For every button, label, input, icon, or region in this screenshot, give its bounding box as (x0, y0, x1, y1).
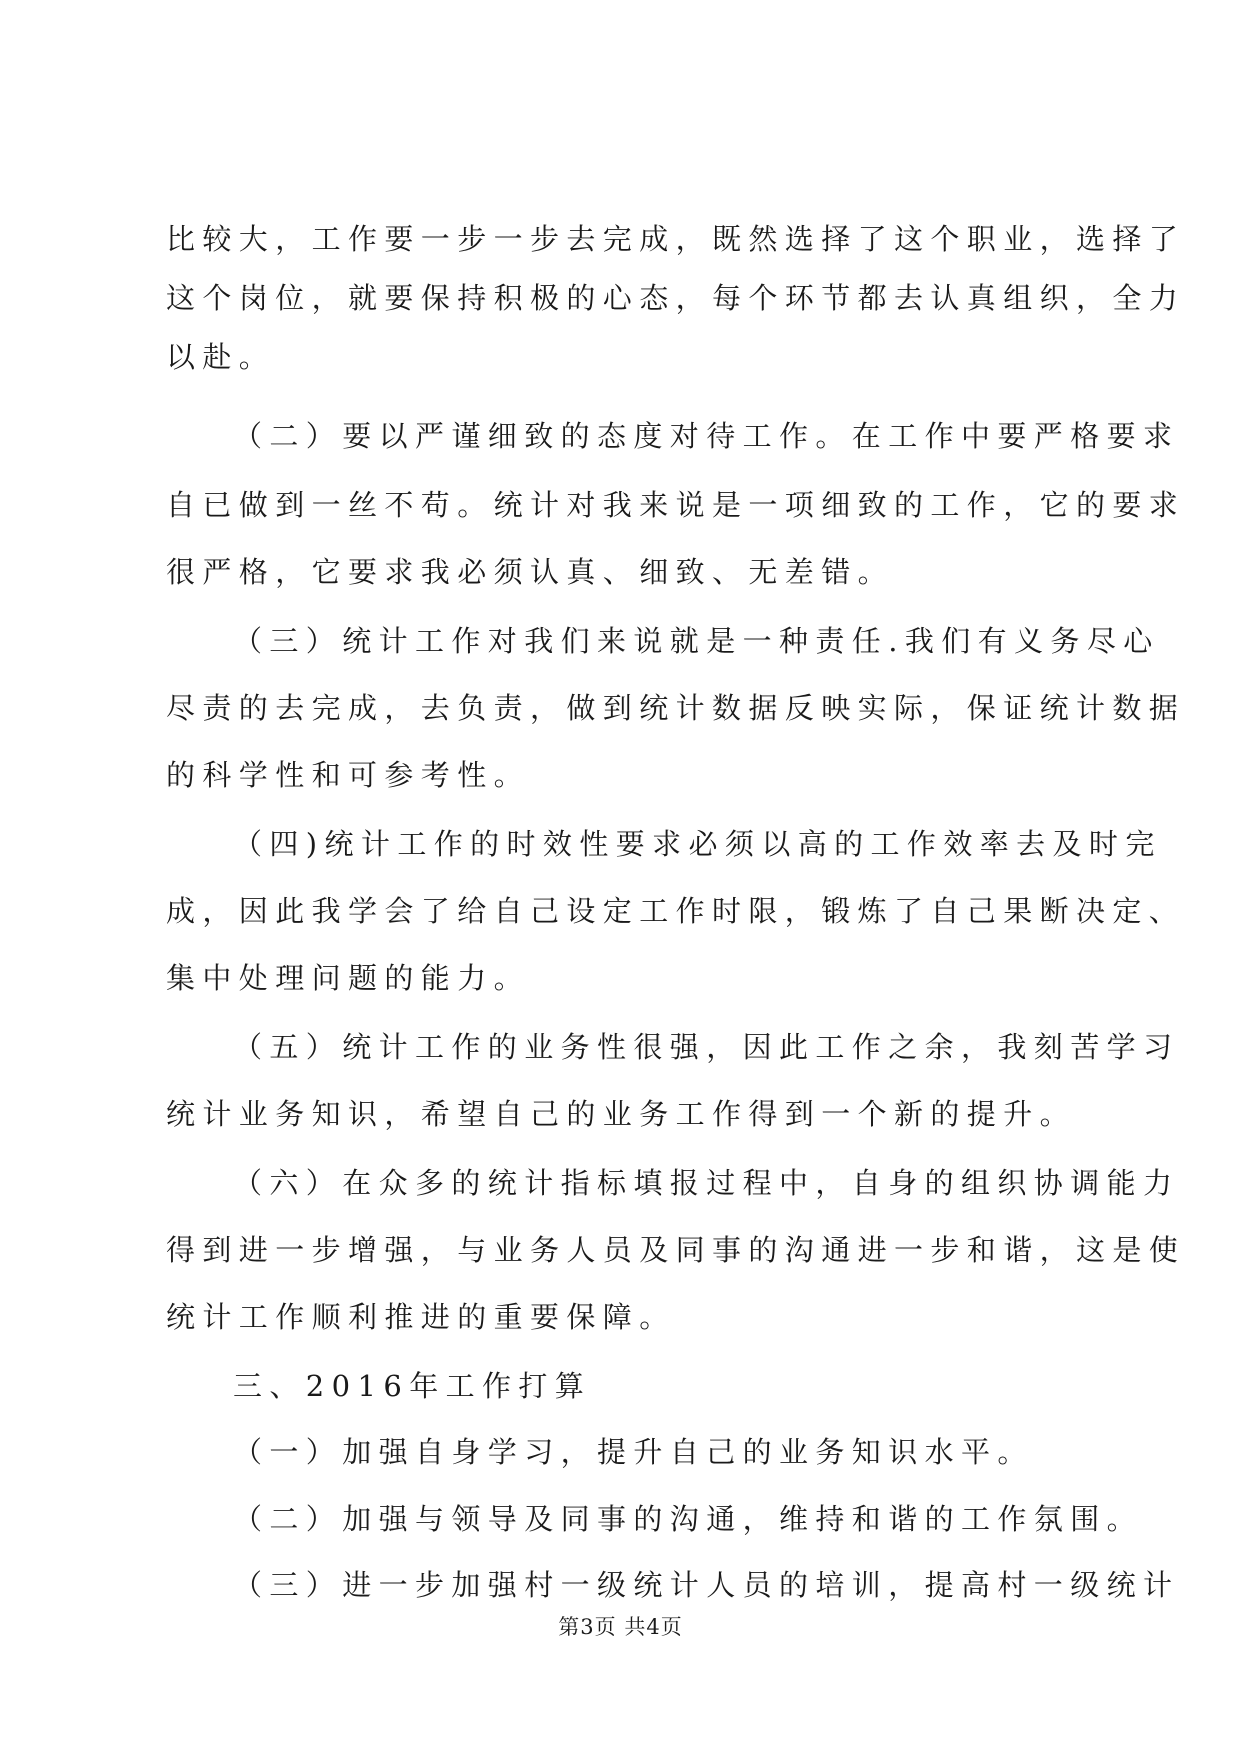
body-text-line: 尽责的去完成，去负责，做到统计数据反映实际，保证统计数据 (166, 691, 1186, 725)
body-text-line: 比较大，工作要一步一步去完成，既然选择了这个职业，选择了 (166, 222, 1186, 256)
list-item: （三）进一步加强村一级统计人员的培训，提高村一级统计 (233, 1568, 1180, 1602)
body-text-line: （五）统计工作的业务性很强，因此工作之余，我刻苦学习 (233, 1030, 1180, 1064)
body-text-line: 得到进一步增强，与业务人员及同事的沟通进一步和谐，这是使 (166, 1233, 1186, 1267)
page-number: 第3页 共4页 (558, 1615, 683, 1639)
body-text-line: （二）要以严谨细致的态度对待工作。在工作中要严格要求 (233, 419, 1180, 453)
body-text-line: 统计业务知识，希望自己的业务工作得到一个新的提升。 (166, 1097, 1077, 1131)
list-item: （二）加强与领导及同事的沟通，维持和谐的工作氛围。 (233, 1502, 1144, 1536)
body-text-line: 很严格，它要求我必须认真、细致、无差错。 (166, 555, 895, 589)
body-text-line: （三）统计工作对我们来说就是一种责任.我们有义务尽心 (233, 624, 1160, 658)
body-text-line: 集中处理问题的能力。 (166, 961, 531, 995)
body-text-line: 统计工作顺利推进的重要保障。 (166, 1300, 676, 1334)
body-text-line: 自已做到一丝不苟。统计对我来说是一项细致的工作，它的要求 (166, 488, 1186, 522)
body-text-line: 这个岗位，就要保持积极的心态，每个环节都去认真组织，全力 (166, 281, 1186, 315)
body-text-line: （六）在众多的统计指标填报过程中，自身的组织协调能力 (233, 1166, 1180, 1200)
section-heading: 三、2016年工作打算 (233, 1369, 592, 1403)
body-text-line: （四)统计工作的时效性要求必须以高的工作效率去及时完 (233, 827, 1162, 861)
body-text-line: 成，因此我学会了给自己设定工作时限，锻炼了自己果断决定、 (166, 894, 1186, 928)
body-text-line: 的科学性和可参考性。 (166, 758, 531, 792)
list-item: （一）加强自身学习，提升自己的业务知识水平。 (233, 1435, 1034, 1469)
body-text-line: 以赴。 (166, 340, 276, 374)
